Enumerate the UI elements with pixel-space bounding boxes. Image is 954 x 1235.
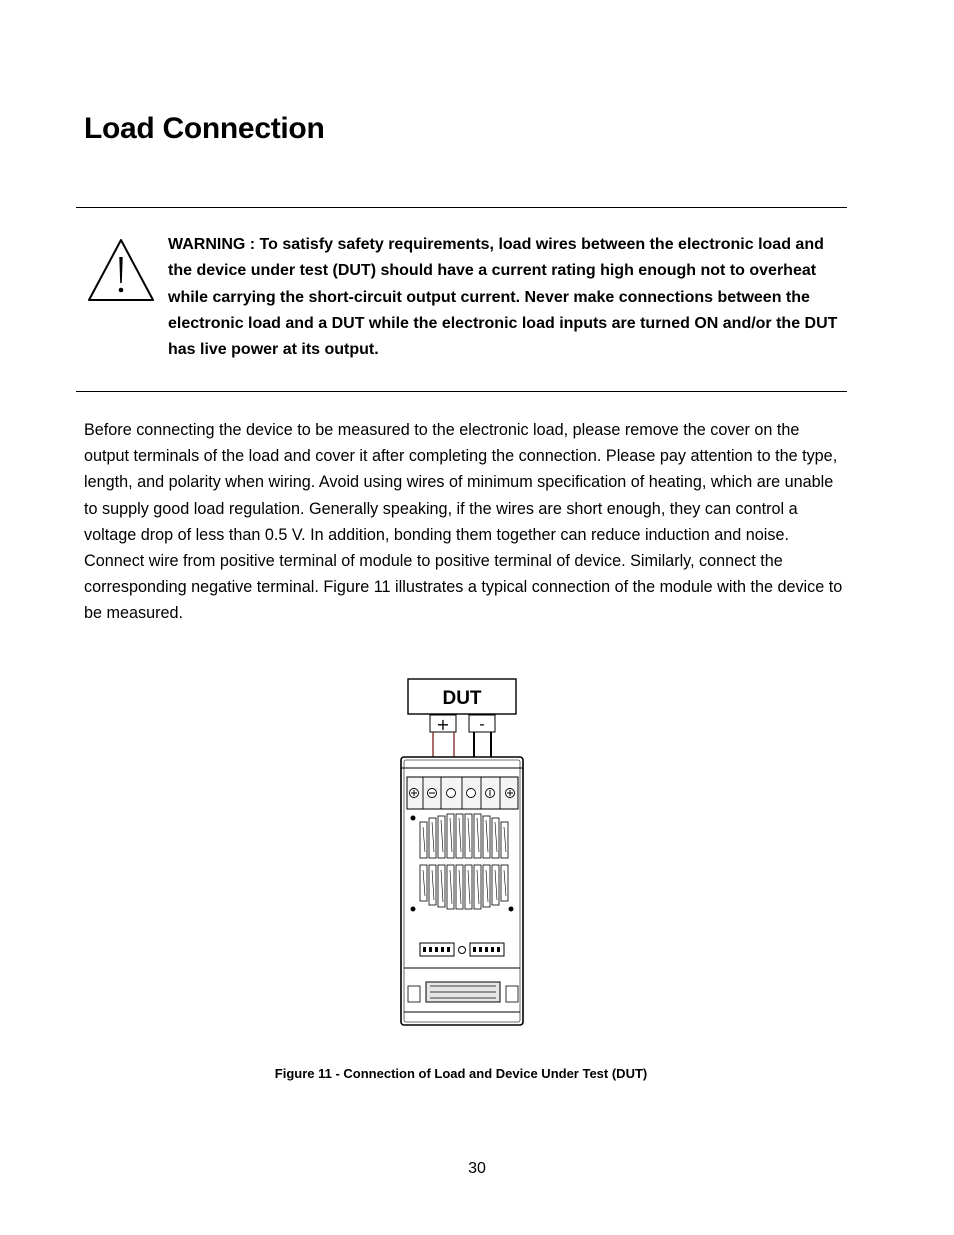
warning-triangle-icon <box>86 237 156 303</box>
terminal-block <box>407 777 518 809</box>
body-paragraph: Before connecting the device to be measured to the electronic load, please remove the cover on the output terminals of the load and cover it after completing the connection. Please pay attention to the type, length, and polarity when wiring. Avoid using wires of minimum specification of heating, which are unable to supply good load regulation. Generally speaking, if the wires are short enough, they can control a voltage drop of less than 0.5 V. In addition, bonding them together can reduce induction and noise. Connect wire from positive terminal of module to positive terminal of device. Similarly, connect the corresponding negative terminal. Figure 11 illustrates a typical connection of the module with the device to be measured. <box>84 421 843 623</box>
positive-terminal-label: + <box>436 715 450 734</box>
figure-caption: Figure 11 - Connection of Load and Device Under Test (DUT) <box>274 1066 648 1081</box>
dut-label: DUT <box>442 688 482 709</box>
load-connection-diagram <box>390 672 536 1028</box>
warning-top-divider <box>76 207 847 208</box>
page-number: 30 <box>468 1160 486 1177</box>
negative-terminal-label: - <box>479 715 485 733</box>
warning-text: WARNING : To satisfy safety requirements, load wires between the electronic load and the device under test (DUT) should have a current rating high enough not to overheat while carrying the short-circuit output current. Never make connections between the electronic load and a DUT while the electronic load inputs are turned ON and/or the DUT has live power at its output. <box>168 236 838 359</box>
warning-bottom-divider <box>76 391 847 392</box>
page-title: Load Connection <box>84 112 325 145</box>
